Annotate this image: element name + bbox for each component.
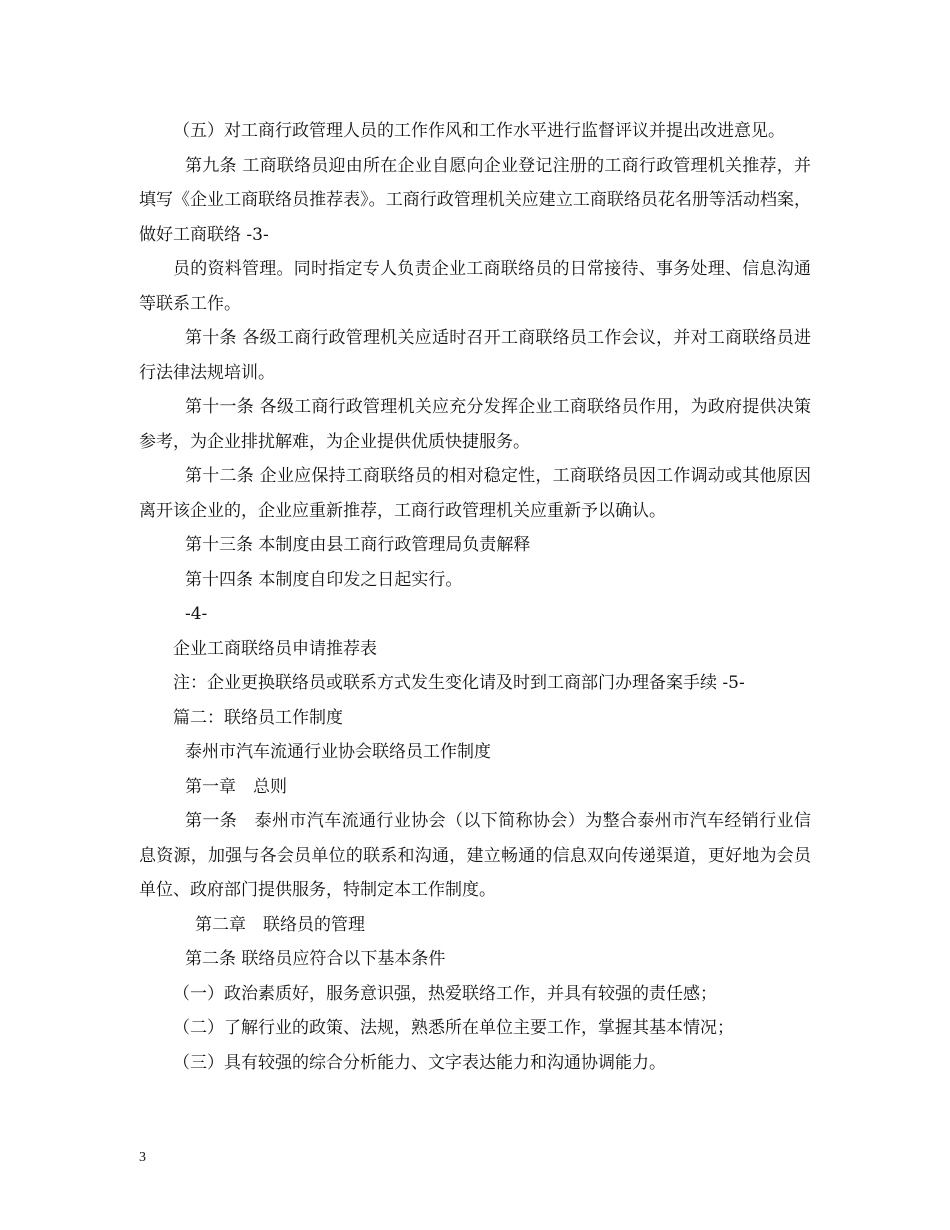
form-note: 注：企业更换联络员或联系方式发生变化请及时到工商部门办理备案手续 -5- [173,673,745,693]
paragraph-6: 第十二条 企业应保持工商联络员的相对稳定性，工商联络员因工作调动或其他原因离开该企业的，企业应重新推荐，工商行政管理机关应重新予以确认。 [139,466,811,521]
page-number: 3 [139,1150,146,1165]
article-1: 第一条 泰州市汽车流通行业协会（以下简称协会）为整合泰州市汽车经销行业信息资源，加强与各会员单位的联系和沟通，建立畅通的信息双向传递渠道，更好地为会员单位、政府部门提供服务，特制定本工作制度。 [139,811,811,900]
paragraph-8: 第十四条 本制度自印发之日起实行。 [185,569,463,590]
condition-2: （二）了解行业的政策、法规，熟悉所在单位主要工作，掌握其基本情况； [173,1018,734,1038]
paragraph-7: 第十三条 本制度由县工商行政管理局负责解释 [185,535,531,555]
paragraph-5: 第十一条 各级工商行政管理机关应充分发挥企业工商联络员作用，为政府提供决策参考，为企业排扰解难，为企业提供优质快捷服务。 [139,397,811,452]
paragraph-1: （五）对工商行政管理人员的工作作风和工作水平进行监督评议并提出改进意见。 [173,121,785,141]
paragraph-4: 第十条 各级工商行政管理机关应适时召开工商联络员工作会议，并对工商联络员进行法律法规培训。 [139,328,811,383]
paragraph-2: 第九条 工商联络员迎由所在企业自愿向企业登记注册的工商行政管理机关推荐，并填写《企业工商联络员推荐表》。工商行政管理机关应建立工商联络员花名册等活动档案，做好工商联络 -3- [139,155,811,245]
chapter-1-heading: 第一章 总则 [185,776,287,797]
condition-3: （三）具有较强的综合分析能力、文字表达能力和沟通协调能力。 [173,1052,666,1073]
body-text [139,114,811,1080]
paragraph-3: 员的资料管理。同时指定专人负责企业工商联络员的日常接待、事务处理、信息沟通等联系工作。 [139,259,811,314]
section-heading: 篇二：联络员工作制度 [173,707,343,728]
condition-1: （一）政治素质好，服务意识强，热爱联络工作，并具有较强的责任感； [173,983,717,1004]
document-title: 泰州市汽车流通行业协会联络员工作制度 [185,742,491,762]
form-title: 企业工商联络员申请推荐表 [173,638,377,659]
article-2: 第二条 联络员应符合以下基本条件 [185,949,446,969]
chapter-2-heading: 第二章 联络员的管理 [195,914,365,935]
page-marker-4: -4- [185,604,208,624]
